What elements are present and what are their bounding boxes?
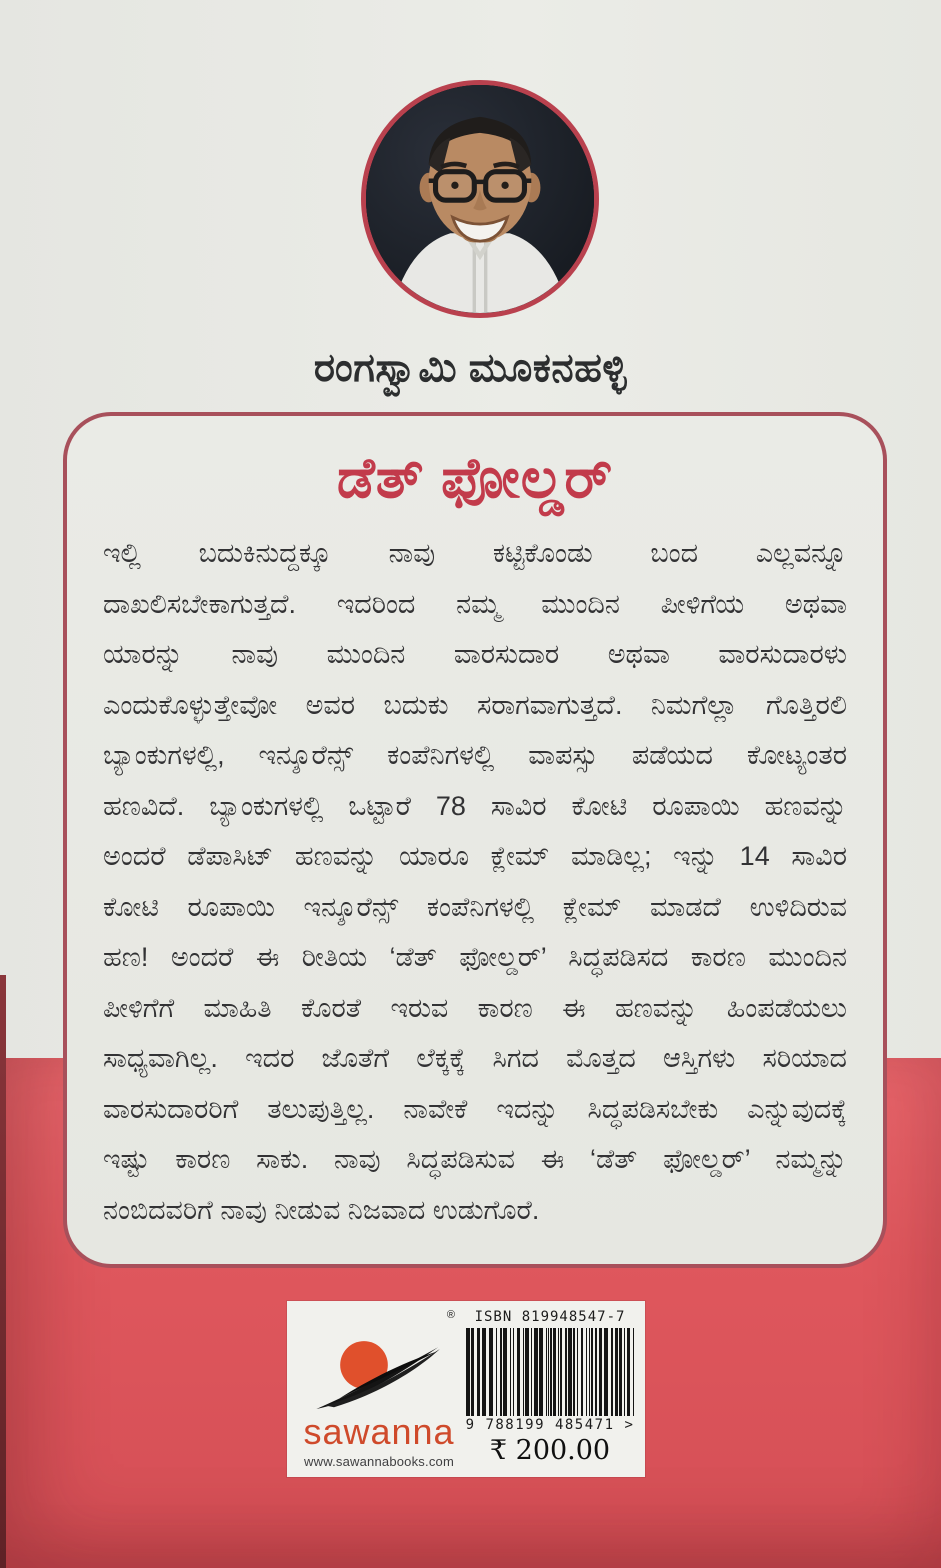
- synopsis-line: ಬ್ಯಾಂಕುಗಳಲ್ಲಿ, ಇನ್ಶೂರೆನ್ಸ್ ಕಂಪೆನಿಗಳಲ್ಲಿ ವಾಪಸ್ಸು ಪಡೆಯದ ಕೋಟ್ಯಂತರ: [103, 740, 847, 771]
- synopsis-line: ಹಣ! ಅಂದರೆ ಈ ರೀತಿಯ ‘ಡೆತ್ ಫೋಲ್ಡರ್’ ಸಿದ್ಧಪಡಿಸದ ಕಾರಣ ಮುಂದಿನ: [103, 942, 847, 973]
- publisher-name: sawanna: [303, 1411, 455, 1452]
- synopsis-line: ಎಂದುಕೊಳ್ಳುತ್ತೇವೋ ಅವರ ಬದುಕು ಸರಾಗವಾಗುತ್ತದೆ. ನಿಮಗೆಲ್ಲಾ ಗೊತ್ತಿರಲಿ: [103, 689, 847, 720]
- barcode-block: [463, 1307, 637, 1469]
- synopsis-line: ಕೋಟಿ ರೂಪಾಯಿ ಇನ್ಶೂರೆನ್ಸ್ ಕಂಪೆನಿಗಳಲ್ಲಿ ಕ್ಲೇಮ್ ಮಾಡದೆ ಉಳಿದಿರುವ: [103, 891, 847, 922]
- synopsis-line: ಇಲ್ಲಿ ಬದುಕಿನುದ್ದಕ್ಕೂ ನಾವು ಕಟ್ಟಿಕೊಂಡು ಬಂದ ಎಲ್ಲವನ್ನೂ: [103, 538, 847, 569]
- price-label: ₹ 200.00: [489, 1435, 611, 1466]
- synopsis-line: ಪೀಳಿಗೆಗೆ ಮಾಹಿತಿ ಕೊರತೆ ಇರುವ ಕಾರಣ ಈ ಹಣವನ್ನು ಹಿಂಪಡೆಯಲು: [103, 992, 847, 1023]
- publisher-barcode-panel: [287, 1301, 645, 1477]
- publisher-block: [295, 1307, 463, 1469]
- synopsis-line: ಅಂದರೆ ಡೆಪಾಸಿಟ್ ಹಣವನ್ನು ಯಾರೂ ಕ್ಲೇಮ್ ಮಾಡಿಲ್ಲ; ಇನ್ನು 14 ಸಾವಿರ: [103, 841, 847, 872]
- synopsis-line: ಸಾಧ್ಯವಾಗಿಲ್ಲ. ಇದರ ಜೊತೆಗೆ ಲೆಕ್ಕಕ್ಕೆ ಸಿಗದ ಮೊತ್ತದ ಆಸ್ತಿಗಳು ಸರಿಯಾದ: [103, 1043, 847, 1074]
- synopsis-line: ಹಣವಿದೆ. ಬ್ಯಾಂಕುಗಳಲ್ಲಿ ಒಟ್ಟಾರೆ 78 ಸಾವಿರ ಕೋಟಿ ರೂಪಾಯಿ ಹಣವನ್ನು: [103, 790, 847, 821]
- synopsis-text: [103, 528, 847, 1235]
- synopsis-line: ಯಾರನ್ನು ನಾವು ಮುಂದಿನ ವಾರಸುದಾರ ಅಥವಾ ವಾರಸುದಾರಳು: [103, 639, 847, 670]
- synopsis-line: ದಾಖಲಿಸಬೇಕಾಗುತ್ತದೆ. ಇದರಿಂದ ನಮ್ಮ ಮುಂದಿನ ಪೀಳಿಗೆಯ ಅಥವಾ: [103, 588, 847, 619]
- synopsis-box: [63, 412, 887, 1268]
- book-title: ಡೆತ್ ಫೋಲ್ಡರ್: [336, 446, 614, 509]
- synopsis-line: ನಂಬಿದವರಿಗೆ ನಾವು ನೀಡುವ ನಿಜವಾದ ಉಡುಗೊರೆ.: [103, 1194, 540, 1225]
- publisher-website: www.sawannabooks.com: [304, 1454, 454, 1469]
- synopsis-line: ಇಷ್ಟು ಕಾರಣ ಸಾಕು. ನಾವು ಸಿದ್ಧಪಡಿಸುವ ಈ ‘ಡೆತ್ ಫೋಲ್ಡರ್’ ನಮ್ಮನ್ನು: [103, 1144, 847, 1175]
- book-edge-shadow: [0, 975, 6, 1568]
- barcode-bars: [466, 1328, 634, 1416]
- author-portrait-illustration: [366, 85, 594, 313]
- author-photo: [361, 80, 599, 318]
- isbn-label: ISBN 819948547-7: [474, 1309, 626, 1325]
- registered-trademark-icon: ®: [446, 1309, 455, 1321]
- author-name: ರಂಗಸ್ವಾಮಿ ಮೂಕನಹಳ್ಳಿ: [313, 346, 628, 390]
- ean-digits: 9 788199 485471 >: [465, 1417, 635, 1433]
- sawanna-logo-icon: [304, 1326, 454, 1418]
- synopsis-line: ವಾರಸುದಾರರಿಗೆ ತಲುಪುತ್ತಿಲ್ಲ. ನಾವೇಕೆ ಇದನ್ನು ಸಿದ್ಧಪಡಿಸಬೇಕು ಎನ್ನುವುದಕ್ಕೆ: [103, 1093, 847, 1124]
